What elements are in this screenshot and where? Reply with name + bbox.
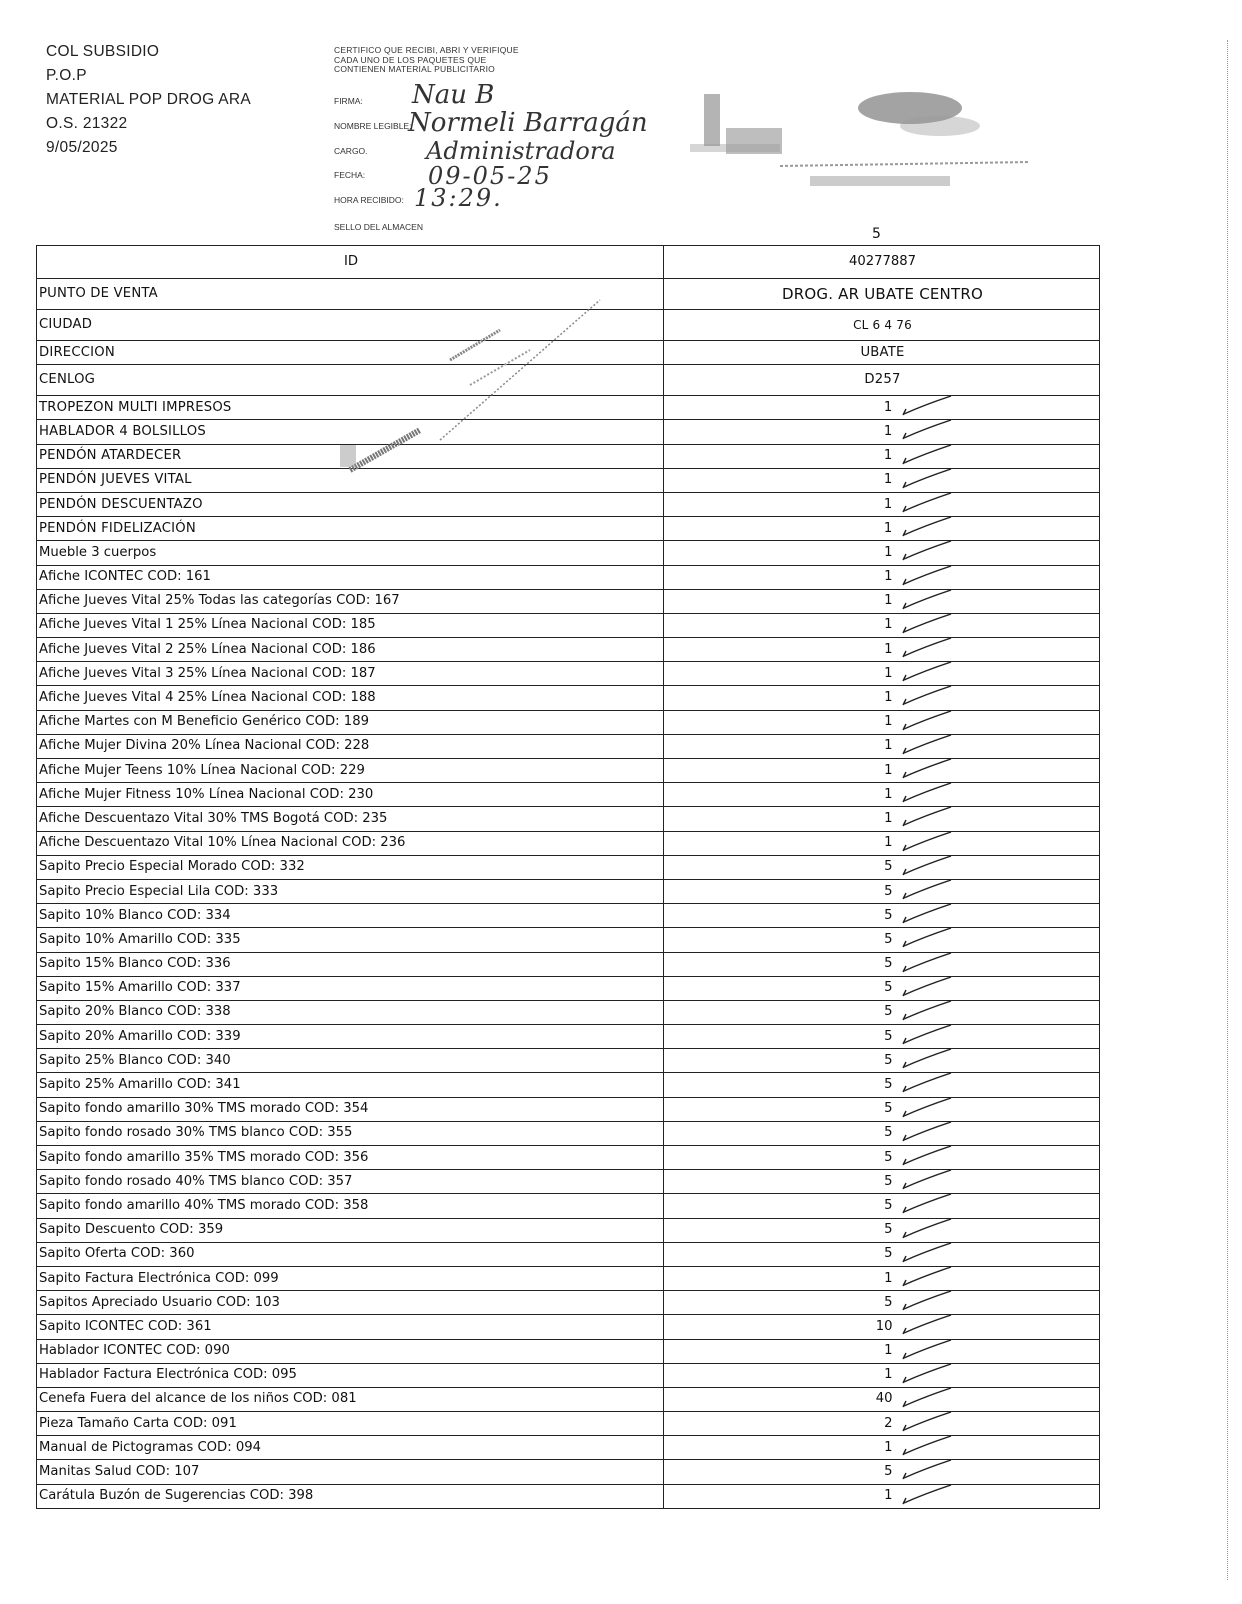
item-quantity-cell [664, 1218, 1100, 1242]
table-row [37, 638, 1100, 662]
item-quantity: 5 [884, 931, 893, 947]
table-row [37, 1339, 1100, 1363]
item-quantity-cell [664, 1025, 1100, 1049]
item-quantity-cell [664, 492, 1100, 516]
item-quantity: 1 [883, 520, 893, 536]
item-quantity-cell [664, 734, 1100, 758]
checkmark-icon [899, 444, 959, 468]
checkmark-icon [899, 1218, 959, 1242]
item-quantity: 1 [884, 1343, 893, 1359]
item-quantity-cell [664, 396, 1100, 420]
item-quantity: 1 [884, 641, 893, 657]
checkmark-icon [899, 1363, 959, 1387]
item-quantity-cell [664, 541, 1100, 565]
item-name: Carátula Buzón de Sugerencias COD: 398 [37, 1484, 664, 1508]
checkmark-icon [899, 952, 959, 976]
item-name: Sapito Oferta COD: 360 [37, 1242, 664, 1266]
item-quantity-cell [664, 1412, 1100, 1436]
item-quantity-cell [664, 952, 1100, 976]
handwritten-time: 13:29. [414, 184, 503, 212]
item-quantity: 40 [875, 1391, 893, 1407]
checkmark-icon [899, 1291, 959, 1315]
table-row [37, 1194, 1100, 1218]
item-quantity: 5 [884, 1077, 893, 1093]
document-header [46, 40, 251, 160]
item-quantity-cell [664, 1121, 1100, 1145]
table-row [37, 1049, 1100, 1073]
item-name: Sapito fondo amarillo 35% TMS morado COD: 356 [37, 1146, 664, 1170]
table-row [37, 1242, 1100, 1266]
table-row [37, 879, 1100, 903]
info-value: UBATE [664, 341, 1100, 365]
table-row [37, 1073, 1100, 1097]
item-name: Sapito fondo rosado 30% TMS blanco COD: 355 [37, 1121, 664, 1145]
item-name: Sapito fondo amarillo 40% TMS morado COD: 358 [37, 1194, 664, 1218]
info-row [37, 310, 1100, 341]
item-name: Hablador ICONTEC COD: 090 [37, 1339, 664, 1363]
item-name: Sapito 15% Amarillo COD: 337 [37, 976, 664, 1000]
item-quantity-cell [664, 783, 1100, 807]
item-quantity-cell [664, 976, 1100, 1000]
item-quantity: 1 [884, 810, 893, 826]
item-quantity: 5 [884, 1246, 893, 1262]
warehouse-stamp-icon [680, 86, 1060, 196]
item-name: Sapitos Apreciado Usuario COD: 103 [37, 1291, 664, 1315]
item-quantity-cell [664, 1315, 1100, 1339]
table-row [37, 396, 1100, 420]
item-quantity: 10 [875, 1318, 893, 1334]
date-label: FECHA: [334, 170, 366, 180]
item-quantity-cell [664, 1097, 1100, 1121]
item-quantity-cell [664, 1460, 1100, 1484]
item-quantity: 1 [883, 399, 893, 415]
item-name: Sapito 20% Amarillo COD: 339 [37, 1025, 664, 1049]
item-quantity: 1 [884, 617, 893, 633]
checkmark-icon [899, 734, 959, 758]
table-row [37, 807, 1100, 831]
table-row [37, 1097, 1100, 1121]
checkmark-icon [899, 759, 959, 783]
item-quantity: 5 [884, 1294, 893, 1310]
item-name: Sapito Descuento COD: 359 [37, 1218, 664, 1242]
item-quantity: 5 [884, 883, 893, 899]
item-name: TROPEZON MULTI IMPRESOS [37, 396, 664, 420]
table-row [37, 855, 1100, 879]
checkmark-icon [899, 613, 959, 637]
item-quantity-cell [664, 831, 1100, 855]
item-quantity: 5 [884, 1149, 893, 1165]
info-value: CL 6 4 76 [664, 310, 1100, 341]
checkmark-icon [899, 783, 959, 807]
item-quantity-cell [664, 759, 1100, 783]
item-name: Sapito 10% Blanco COD: 334 [37, 904, 664, 928]
item-quantity: 1 [884, 1367, 893, 1383]
table-row [37, 1218, 1100, 1242]
item-quantity-cell [664, 1049, 1100, 1073]
item-name: Cenefa Fuera del alcance de los niños COD: 081 [37, 1387, 664, 1411]
checkmark-icon [899, 1339, 959, 1363]
checkmark-icon [899, 1387, 959, 1411]
item-quantity-cell [664, 1266, 1100, 1290]
table-row [37, 783, 1100, 807]
checkmark-icon [899, 831, 959, 855]
item-quantity-cell [664, 1436, 1100, 1460]
item-quantity-cell [664, 1242, 1100, 1266]
item-quantity-cell [664, 1000, 1100, 1024]
item-name: Afiche Descuentazo Vital 10% Línea Nacional COD: 236 [37, 831, 664, 855]
table-row [37, 1460, 1100, 1484]
item-quantity-cell [664, 444, 1100, 468]
legible-name-label: NOMBRE LEGIBLE: [334, 121, 412, 131]
table-row [37, 492, 1100, 516]
item-quantity: 5 [884, 1173, 893, 1189]
checkmark-icon [899, 565, 959, 589]
page-number: 5 [872, 226, 881, 242]
checkmark-icon [899, 904, 959, 928]
handwritten-date: 09-05-25 [428, 162, 552, 190]
item-quantity: 1 [884, 738, 893, 754]
info-label: DIRECCION [37, 341, 664, 365]
item-quantity-cell [664, 807, 1100, 831]
checkmark-icon [899, 1121, 959, 1145]
item-name: Sapito 10% Amarillo COD: 335 [37, 928, 664, 952]
table-row [37, 1412, 1100, 1436]
item-name: Sapito fondo rosado 40% TMS blanco COD: 357 [37, 1170, 664, 1194]
checkmark-icon [899, 492, 959, 516]
checkmark-icon [899, 541, 959, 565]
table-row [37, 1025, 1100, 1049]
item-quantity-cell [664, 468, 1100, 492]
table-row [37, 976, 1100, 1000]
item-quantity: 5 [884, 1464, 893, 1480]
table-row [37, 831, 1100, 855]
item-quantity: 5 [884, 1197, 893, 1213]
item-name: Afiche Jueves Vital 2 25% Línea Nacional COD: 186 [37, 638, 664, 662]
table-row [37, 1170, 1100, 1194]
table-row [37, 589, 1100, 613]
item-name: Afiche Descuentazo Vital 30% TMS Bogotá COD: 235 [37, 807, 664, 831]
item-quantity-cell [664, 1291, 1100, 1315]
checkmark-icon [899, 420, 959, 444]
table-row [37, 734, 1100, 758]
checkmark-icon [899, 1266, 959, 1290]
item-quantity: 5 [884, 956, 893, 972]
table-row [37, 613, 1100, 637]
info-value: D257 [664, 365, 1100, 396]
item-quantity: 5 [884, 1028, 893, 1044]
table-row [37, 1000, 1100, 1024]
item-quantity-cell [664, 928, 1100, 952]
item-quantity: 5 [884, 980, 893, 996]
item-name: Pieza Tamaño Carta COD: 091 [37, 1412, 664, 1436]
item-quantity: 1 [884, 665, 893, 681]
table-row [37, 1436, 1100, 1460]
checkmark-icon [899, 589, 959, 613]
table-row [37, 1484, 1100, 1508]
table-row [37, 1291, 1100, 1315]
item-quantity-cell [664, 686, 1100, 710]
table-row [37, 1266, 1100, 1290]
checkmark-icon [899, 638, 959, 662]
scan-edge [1227, 40, 1230, 1580]
table-row [37, 468, 1100, 492]
service-order: O.S. 21322 [46, 115, 128, 132]
certification-line: CADA UNO DE LOS PAQUETES QUE [334, 54, 487, 65]
checkmark-icon [899, 662, 959, 686]
checkmark-icon [899, 928, 959, 952]
table-header-row [37, 246, 1100, 279]
item-quantity: 5 [884, 1125, 893, 1141]
item-quantity-cell [664, 1073, 1100, 1097]
item-quantity: 1 [883, 448, 893, 464]
table-row [37, 420, 1100, 444]
item-quantity-cell [664, 517, 1100, 541]
checkmark-icon [899, 1242, 959, 1266]
checkmark-icon [899, 1049, 959, 1073]
item-quantity-cell [664, 1363, 1100, 1387]
table-row [37, 952, 1100, 976]
item-name: Sapito Factura Electrónica COD: 099 [37, 1266, 664, 1290]
item-name: Sapito Precio Especial Lila COD: 333 [37, 879, 664, 903]
info-label: CIUDAD [37, 310, 664, 341]
item-quantity: 1 [884, 835, 893, 851]
checkmark-icon [899, 1194, 959, 1218]
table-row [37, 1315, 1100, 1339]
item-quantity: 5 [884, 1101, 893, 1117]
item-quantity: 1 [884, 569, 893, 585]
item-quantity-cell [664, 1170, 1100, 1194]
item-quantity-cell [664, 1339, 1100, 1363]
material-description: MATERIAL POP DROG ARA [46, 91, 251, 108]
item-quantity-cell [664, 638, 1100, 662]
item-name: PENDÓN DESCUENTAZO [37, 492, 664, 516]
item-quantity-cell [664, 589, 1100, 613]
checkmark-icon [899, 1170, 959, 1194]
checkmark-icon [899, 517, 959, 541]
table-row [37, 444, 1100, 468]
item-name: Afiche ICONTEC COD: 161 [37, 565, 664, 589]
item-quantity-cell [664, 613, 1100, 637]
item-quantity-cell [664, 855, 1100, 879]
item-quantity-cell [664, 1484, 1100, 1508]
item-name: Afiche Mujer Divina 20% Línea Nacional COD: 228 [37, 734, 664, 758]
checkmark-icon [899, 396, 959, 420]
item-quantity-cell [664, 904, 1100, 928]
checkmark-icon [899, 1412, 959, 1436]
handwritten-signature: Nau B [412, 80, 495, 110]
table-row [37, 541, 1100, 565]
handwritten-position: Administradora [426, 137, 616, 165]
table-row [37, 710, 1100, 734]
item-name: Afiche Jueves Vital 4 25% Línea Nacional COD: 188 [37, 686, 664, 710]
item-quantity: 5 [884, 907, 893, 923]
item-quantity: 1 [884, 593, 893, 609]
checkmark-icon [899, 1097, 959, 1121]
item-quantity: 1 [884, 1439, 893, 1455]
item-quantity: 5 [884, 1222, 893, 1238]
info-row [37, 365, 1100, 396]
table-row [37, 928, 1100, 952]
checkmark-icon [899, 807, 959, 831]
table-row [37, 517, 1100, 541]
info-label: PUNTO DE VENTA [37, 279, 664, 310]
table-row [37, 565, 1100, 589]
item-name: Afiche Jueves Vital 3 25% Línea Nacional COD: 187 [37, 662, 664, 686]
received-time-label: HORA RECIBIDO: [334, 195, 404, 205]
item-name: Manual de Pictogramas COD: 094 [37, 1436, 664, 1460]
item-name: Hablador Factura Electrónica COD: 095 [37, 1363, 664, 1387]
item-name: Sapito 20% Blanco COD: 338 [37, 1000, 664, 1024]
item-quantity-cell [664, 879, 1100, 903]
item-name: HABLADOR 4 BOLSILLOS [37, 420, 664, 444]
checkmark-icon [899, 1460, 959, 1484]
table-row [37, 686, 1100, 710]
item-name: Sapito fondo amarillo 30% TMS morado COD: 354 [37, 1097, 664, 1121]
item-quantity-cell [664, 1387, 1100, 1411]
id-value: 40277887 [664, 246, 1100, 279]
table-row [37, 904, 1100, 928]
item-quantity: 5 [884, 1052, 893, 1068]
item-quantity: 1 [883, 423, 893, 439]
item-name: Sapito 25% Blanco COD: 340 [37, 1049, 664, 1073]
info-label: CENLOG [37, 365, 664, 396]
item-quantity: 5 [884, 859, 893, 875]
checkmark-icon [899, 1484, 959, 1508]
checkmark-icon [899, 1315, 959, 1339]
checkmark-icon [899, 976, 959, 1000]
item-quantity: 5 [884, 1004, 893, 1020]
item-quantity-cell [664, 1146, 1100, 1170]
item-name: Sapito Precio Especial Morado COD: 332 [37, 855, 664, 879]
checkmark-icon [899, 468, 959, 492]
item-name: Afiche Mujer Teens 10% Línea Nacional COD: 229 [37, 759, 664, 783]
checkmark-icon [899, 710, 959, 734]
item-name: Mueble 3 cuerpos [37, 541, 664, 565]
pop-material-table [36, 245, 1100, 1509]
checkmark-icon [899, 1436, 959, 1460]
item-quantity-cell [664, 662, 1100, 686]
item-quantity: 1 [884, 1270, 893, 1286]
item-quantity-cell [664, 1194, 1100, 1218]
checkmark-icon [899, 855, 959, 879]
item-quantity-cell [664, 420, 1100, 444]
document-date: 9/05/2025 [46, 139, 118, 156]
table-row [37, 1363, 1100, 1387]
table-row [37, 1387, 1100, 1411]
company-name: COL SUBSIDIO [46, 43, 160, 60]
item-name: Sapito 15% Blanco COD: 336 [37, 952, 664, 976]
checkmark-icon [899, 686, 959, 710]
checkmark-icon [899, 1000, 959, 1024]
item-name: Afiche Jueves Vital 25% Todas las categorías COD: 167 [37, 589, 664, 613]
item-name: Afiche Mujer Fitness 10% Línea Nacional COD: 230 [37, 783, 664, 807]
item-name: Sapito ICONTEC COD: 361 [37, 1315, 664, 1339]
certification-line: CERTIFICO QUE RECIBI, ABRI Y VERIFIQUE [334, 45, 519, 55]
item-name: PENDÓN JUEVES VITAL [37, 468, 664, 492]
checkmark-icon [899, 1073, 959, 1097]
checkmark-icon [899, 1025, 959, 1049]
handwritten-name: Normeli Barragán [408, 108, 648, 138]
item-quantity: 1 [884, 714, 893, 730]
item-quantity: 1 [883, 496, 893, 512]
item-name: Manitas Salud COD: 107 [37, 1460, 664, 1484]
checkmark-icon [899, 879, 959, 903]
item-quantity-cell [664, 565, 1100, 589]
material-type: P.O.P [46, 67, 87, 84]
item-quantity: 1 [884, 786, 893, 802]
info-row [37, 341, 1100, 365]
item-quantity: 1 [884, 544, 893, 560]
table-row [37, 1121, 1100, 1145]
checkmark-icon [899, 1146, 959, 1170]
table-row [37, 1146, 1100, 1170]
certification-statement [334, 46, 519, 75]
item-quantity-cell [664, 710, 1100, 734]
item-quantity: 1 [884, 690, 893, 706]
item-name: PENDÓN ATARDECER [37, 444, 664, 468]
item-quantity: 2 [884, 1415, 893, 1431]
certification-line: CONTIENEN MATERIAL PUBLICITARIO [334, 64, 495, 74]
position-label: CARGO. [334, 146, 368, 156]
item-name: Sapito 25% Amarillo COD: 341 [37, 1073, 664, 1097]
signature-label: FIRMA: [334, 96, 363, 106]
item-name: Afiche Jueves Vital 1 25% Línea Nacional COD: 185 [37, 613, 664, 637]
id-label: ID [37, 246, 664, 279]
item-quantity: 1 [884, 1488, 893, 1504]
item-quantity: 1 [884, 762, 893, 778]
warehouse-seal-label: SELLO DEL ALMACEN [334, 222, 423, 232]
item-name: PENDÓN FIDELIZACIÓN [37, 517, 664, 541]
item-quantity: 1 [883, 472, 893, 488]
item-name: Afiche Martes con M Beneficio Genérico COD: 189 [37, 710, 664, 734]
info-row [37, 279, 1100, 310]
table-row [37, 662, 1100, 686]
info-value: DROG. AR UBATE CENTRO [664, 279, 1100, 310]
table-row [37, 759, 1100, 783]
